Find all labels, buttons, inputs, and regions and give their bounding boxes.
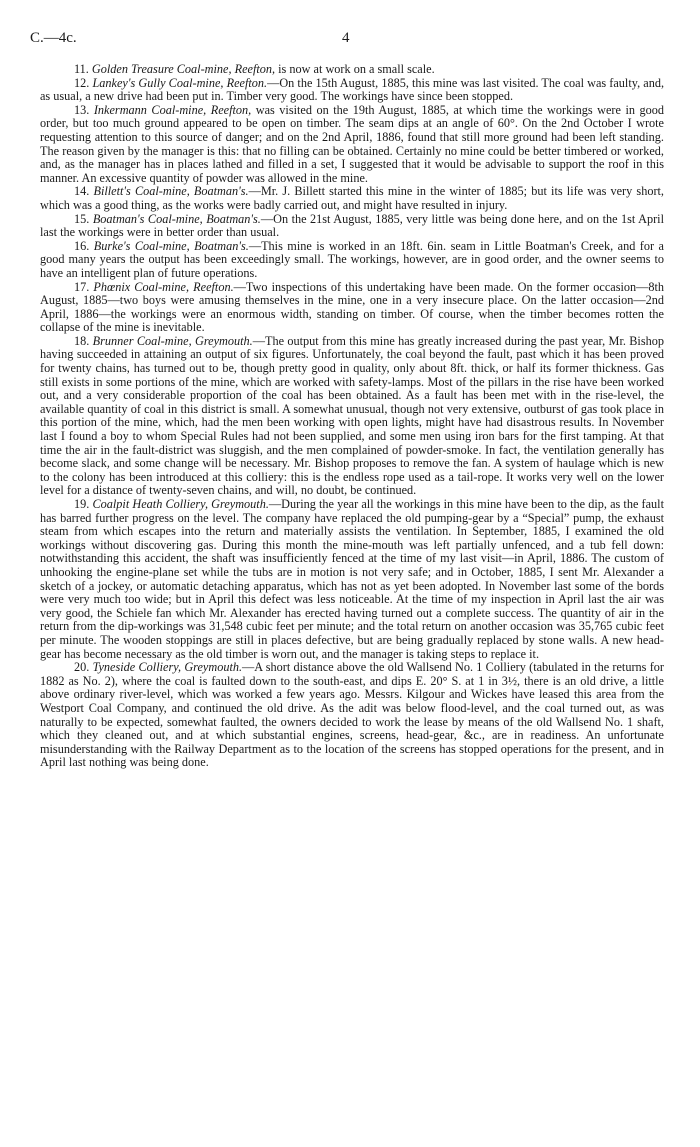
paragraph-text: —On the 21st August, 1885, very little was being done here, and on the 1st April last the workings were in better order than usual. xyxy=(40,211,664,240)
paragraph-text: —This mine is worked in an 18ft. 6in. seam in Little Boatman's Creek, and for a good many years the output has been exceedingly small. The workings, however, are in good order, and the owner seems to have an intelligent plan of future operations. xyxy=(40,238,664,280)
paragraph-text: —A short distance above the old Wallsend No. 1 Colliery (tabulated in the returns for 1882 as No. 2), where the coal is faulted down to the south-east, and dips E. 20° S. at 1 in 3½, there is an old drive, a little above ordinary river-level, which was worked a few years ago. Messrs. Kilgour and Wickes have leased this area from the Westport Coal Company, and continued the old drive. As the adit was below flood-level, and the coal turned out, as was naturally to be expected, somewhat faulted, the owners decided to work the lease by means of the old Wallsend No. 1 shaft, which they cleaned out, and at which substantial engines, screens, head-gear, &c., are in readiness. An unfortunate misunderstanding with the Railway Department as to the location of the screens has stopped operations for the present, and in April last nothing was being done. xyxy=(40,660,664,770)
paragraph-text: —During the year all the workings in this mine have been to the dip, as the fault has barred further progress on the level. The company have replaced the old pumping-gear by a “Special” pump, the exhaust steam from which escapes into the return and materially assists the ventilation. In September, 1885, I examined the old workings without discovering gas. During this month the mine-mouth was left partially unfenced, and a tub fell down: notwithstanding this accident, the shaft was insufficiently fenced at the time of my last visit—in April, 1886. The custom of unhooking the engine-plane set while the tubs are in motion is not very safe; and in October, 1885, I sent Mr. Alexander a sketch of a jockey, or automatic detaching apparatus, which has not as yet been adopted. In November last some of the bords were very much too wide; but in April this defect was less noticeable. At the time of my inspection in April last the air was very good, the Schiele fan which Mr. Alexander has erected having turned out a complete success. The quantity of air in the return from the dip-workings was 31,548 cubic feet per minute; and the total return on another occasion was 35,765 cubic feet per minute. The wooden stoppings are still in places defective, but are being gradually replaced by stone walls. A new head-gear has become necessary as the old timber is worn out, and the manager is taking steps to replace it. xyxy=(40,497,664,661)
mine-title: Billett's Coal-mine, Boatman's. xyxy=(93,184,249,199)
paragraph-text: was visited on the 19th August, 1885, at which time the workings were in good order, but too much ground appeared to be open on timber. The seam dips at an angle of 60°. On the 2nd October I wrote requesting attention to this source of danger; and on the 2nd April, 1886, found that still more ground had been left standing. The reason given by the manager is this: that no filling can be obtained. Certainly no mine could be better timbered or worked, and, as the manager has in places lathed and filled in a set, I suggested that it would be advisable to support the roof in this manner. An excessive quantity of powder was allowed in the mine. xyxy=(40,102,665,185)
page-number: 4 xyxy=(342,30,350,46)
report-body xyxy=(40,63,664,770)
document-reference: C.—4c. xyxy=(30,30,77,46)
paragraph-item xyxy=(40,281,664,335)
paragraph-text: —The output from this mine has greatly increased during the past year, Mr. Bishop having succeeded in attaining an output of six figures. Unfortunately, the coal beyond the fault, past which it has been proved for twenty chains, has turned out to be, though pretty good in quality, only about 8ft. thick, or half its former thickness. Gas still exists in some portions of the mine, which are worked with safety-lamps. Most of the pillars in the rise have been worked out, and a very considerable proportion of the coal has been obtained. As a fault has been met with in the rise-level, the available quantity of coal in this district is small. A somewhat unusual, though not very extensive, outburst of gas took place in this portion of the mine, which, had the men been working with open lights, might have had disastrous results. In November last I found a boy to whom Special Rules had not been supplied, and some men using iron bars for the first tamping. At that time the air in the fault-district was sluggish, and the men complained of powder-smoke. In fact, the ventilation generally has become slack, and some change will be necessary. Mr. Bishop proposes to remove the fan. A system of haulage which is new to the colony has been introduced at this colliery: this is the endless rope used as a tail-rope. It works very well on the lower level for a distance of twenty-seven chains, and will, no doubt, be continued. xyxy=(40,333,664,498)
paragraph-number: 19. xyxy=(74,497,90,511)
paragraph-number: 15. xyxy=(74,211,90,226)
mine-title: Coalpit Heath Colliery, Greymouth. xyxy=(92,497,269,511)
paragraph-item xyxy=(40,185,664,212)
paragraph-number: 16. xyxy=(74,238,90,253)
mine-title: Boatman's Coal-mine, Boatman's. xyxy=(92,211,261,226)
paragraph-item xyxy=(40,240,664,281)
mine-title: Burke's Coal-mine, Boatman's. xyxy=(93,238,249,253)
paragraph-text: —Mr. J. Billett started this mine in the winter of 1885; but its life was very short, which was a good thing, as the works were badly carried out, and might have resulted in injury. xyxy=(40,184,664,212)
paragraph-item xyxy=(40,661,664,770)
paragraph-text: —On the 15th August, 1885, this mine was last visited. The coal was faulty, and, as usual, a new drive had been put in. Timber very good. The workings have since been stopped. xyxy=(40,75,665,104)
mine-title: Golden Treasure Coal-mine, Reefton, xyxy=(91,62,276,76)
paragraph-text: is now at work on a small scale. xyxy=(275,62,435,76)
mine-title: Tyneside Colliery, Greymouth. xyxy=(92,660,243,675)
paragraph-item xyxy=(40,77,664,104)
paragraph-number: 11. xyxy=(74,62,89,76)
paragraph-item xyxy=(40,63,664,77)
paragraph-number: 14. xyxy=(74,184,90,199)
paragraph-number: 13. xyxy=(74,102,90,117)
paragraph-item xyxy=(40,498,664,661)
page-header xyxy=(30,30,670,52)
paragraph-item xyxy=(40,335,664,498)
mine-title: Phœnix Coal-mine, Reefton. xyxy=(93,279,234,294)
paragraph-number: 17. xyxy=(74,279,90,294)
mine-title: Brunner Coal-mine, Greymouth. xyxy=(92,333,253,348)
paragraph-item xyxy=(40,104,664,186)
mine-title: Inkermann Coal-mine, Reefton, xyxy=(93,102,252,117)
paragraph-number: 20. xyxy=(74,660,90,675)
paragraph-number: 18. xyxy=(74,333,90,348)
mine-title: Lankey's Gully Coal-mine, Reefton. xyxy=(92,75,268,90)
paragraph-number: 12. xyxy=(74,75,90,90)
paragraph-item xyxy=(40,213,664,240)
paragraph-text: —Two inspections of this undertaking have been made. On the former occasion—8th August, 1885—two boys were amusing themselves in the mine, one in a very insecure place. On the latter occasion—2nd April, 1886—the workings were an enormous width, standing on timber. Of course, when the timber becomes rotten the collapse of the mine is inevitable. xyxy=(40,279,665,335)
